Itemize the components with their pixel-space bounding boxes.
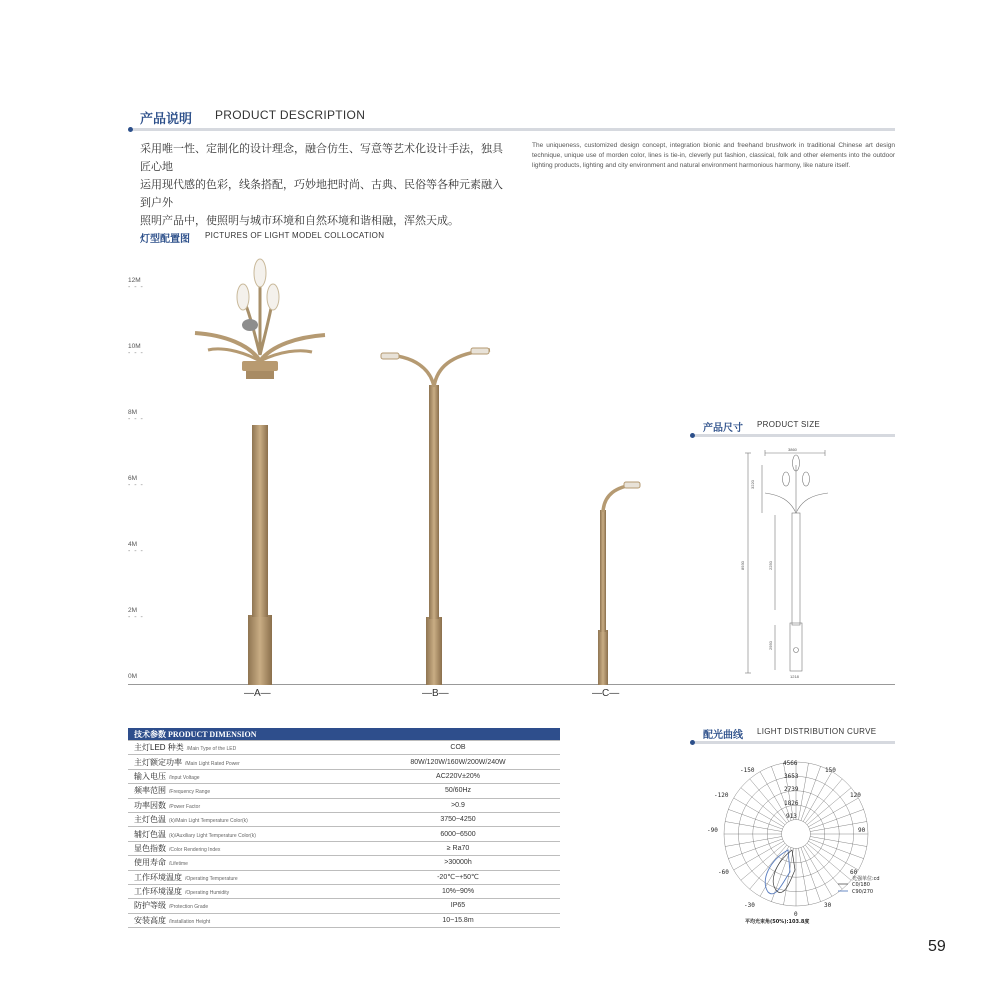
polar-spoke bbox=[803, 772, 832, 822]
polar-spoke bbox=[801, 766, 821, 820]
spec-value: 10%~90% bbox=[356, 884, 560, 898]
scale-dash: - - - bbox=[128, 614, 144, 621]
description-line-2: 运用现代感的色彩，线条搭配，巧妙地把时尚、古典、民俗等各种元素融入到户外 bbox=[140, 179, 503, 209]
spec-key-cn: 使用寿命 bbox=[134, 858, 166, 868]
spec-row bbox=[128, 870, 560, 884]
spec-key bbox=[128, 798, 356, 812]
scale-dash: - - - bbox=[128, 548, 144, 555]
spec-key-cn: 主灯色温 bbox=[134, 815, 166, 825]
spec-key-en: /Power Factor bbox=[169, 803, 201, 810]
polar-spoke bbox=[810, 839, 864, 859]
spec-row bbox=[128, 827, 560, 841]
spec-value: 6000~6500 bbox=[356, 827, 560, 841]
spec-key bbox=[128, 841, 356, 855]
spec-key bbox=[128, 899, 356, 913]
lamp-c-image bbox=[590, 480, 650, 685]
spec-value: COB bbox=[356, 741, 560, 755]
polar-spoke bbox=[799, 848, 809, 905]
polar-spoke bbox=[810, 809, 864, 829]
polar-spoke bbox=[741, 843, 785, 880]
model-label-a: —A— bbox=[244, 688, 271, 699]
spec-key-en: /Main Type of the LED bbox=[186, 746, 237, 753]
spec-key bbox=[128, 884, 356, 898]
description-line-1: 采用唯一性、定制化的设计理念，融合仿生、写意等艺术化设计手法，独具匠心地 bbox=[140, 143, 503, 173]
scale-label-10m: 10M bbox=[128, 343, 141, 350]
spec-key bbox=[128, 827, 356, 841]
spec-key bbox=[128, 870, 356, 884]
polar-spoke bbox=[808, 841, 858, 870]
description-title-en: PRODUCT DESCRIPTION bbox=[215, 108, 366, 122]
polar-spoke bbox=[728, 839, 782, 859]
polar-spoke bbox=[750, 779, 787, 823]
description-body-cn bbox=[140, 140, 510, 230]
size-title-en: PRODUCT SIZE bbox=[757, 420, 821, 429]
lamp-b-image bbox=[375, 345, 495, 685]
spec-key-cn: 主灯LED 种类 bbox=[134, 743, 184, 753]
spec-value: AC220V±20% bbox=[356, 769, 560, 783]
polar-spoke bbox=[805, 779, 842, 823]
radial-label-2739: 2739 bbox=[784, 786, 799, 793]
spec-table bbox=[128, 728, 560, 928]
radial-label-1826: 1826 bbox=[784, 800, 799, 807]
spec-value: >30000h bbox=[356, 856, 560, 870]
spec-key-en: /Installation Height bbox=[169, 918, 211, 925]
spec-key-en: /Lifetime bbox=[169, 861, 188, 868]
scale-label-4m: 4M bbox=[128, 541, 138, 548]
polar-spoke bbox=[801, 848, 821, 902]
polar-spoke bbox=[725, 821, 782, 831]
spec-key bbox=[128, 741, 356, 755]
scale-dash: - - - bbox=[128, 416, 144, 423]
distribution-rule bbox=[695, 741, 895, 744]
spec-key-en: /Frequency Range bbox=[169, 789, 211, 796]
spec-key-en: /Color Rendering Index bbox=[169, 846, 221, 853]
description-rule bbox=[133, 128, 895, 131]
description-title-cn: 产品说明 bbox=[140, 111, 193, 126]
scale-label-12m: 12M bbox=[128, 277, 141, 284]
radial-label-4566: 4566 bbox=[783, 760, 798, 767]
spec-row bbox=[128, 899, 560, 913]
spec-key bbox=[128, 769, 356, 783]
scale-label-0m: 0M bbox=[128, 673, 138, 680]
spec-key-cn: 功率因数 bbox=[134, 800, 166, 810]
spec-key-cn: 频率范围 bbox=[134, 786, 166, 796]
spec-row bbox=[128, 841, 560, 855]
spec-key bbox=[128, 812, 356, 826]
spec-key-en: /Main Light Rated Power bbox=[185, 760, 240, 767]
distribution-title-en: LIGHT DISTRIBUTION CURVE bbox=[757, 727, 877, 736]
spec-key-cn: 防护等级 bbox=[134, 901, 166, 911]
angle-label-120: 120 bbox=[850, 792, 861, 799]
intensity-unit: 光强单位:cd bbox=[852, 876, 880, 882]
polar-spoke bbox=[805, 845, 842, 889]
polar-spoke bbox=[807, 788, 851, 825]
spec-key-cn: 输入电压 bbox=[134, 771, 166, 781]
size-dim-head: 3220 bbox=[750, 480, 755, 489]
spec-key-cn: 主灯额定功率 bbox=[134, 757, 182, 767]
polar-ring bbox=[782, 820, 811, 849]
radial-label-913: 913 bbox=[786, 813, 797, 820]
spec-key-en: /Operating Temperature bbox=[185, 875, 238, 882]
lamp-a-image bbox=[180, 255, 340, 685]
page-number: 59 bbox=[928, 938, 946, 955]
angle-label-neg150: -150 bbox=[740, 767, 755, 774]
size-title-cn: 产品尺寸 bbox=[703, 423, 743, 434]
spec-row bbox=[128, 798, 560, 812]
polar-spoke bbox=[807, 843, 851, 880]
scale-dash: - - - bbox=[128, 482, 144, 489]
spec-key bbox=[128, 856, 356, 870]
spec-value: 3750~4250 bbox=[356, 812, 560, 826]
spec-value: 10~15.8m bbox=[356, 913, 560, 927]
angle-label-150: 150 bbox=[825, 767, 836, 774]
spec-value: -20℃~+50℃ bbox=[356, 870, 560, 884]
size-rule bbox=[695, 434, 895, 437]
angle-label-neg30: -30 bbox=[744, 902, 755, 909]
spec-key-cn: 安装高度 bbox=[134, 915, 166, 925]
spec-table-header: 技术参数 PRODUCT DIMENSION bbox=[128, 728, 560, 741]
spec-row bbox=[128, 884, 560, 898]
spec-row bbox=[128, 784, 560, 798]
size-dim-total: 8930 bbox=[740, 561, 745, 570]
size-dim-width: 3860 bbox=[788, 447, 797, 452]
legend-c90: C90/270 bbox=[852, 889, 874, 895]
scale-label-2m: 2M bbox=[128, 607, 138, 614]
angle-label-0: 0 bbox=[794, 911, 798, 918]
description-body-en: The uniqueness, customized design concept, integration bionic and freehand brushwork in traditional Chinese art design technique, unique use of morden color, lines is tie-in, cleverly put fashion, classical, folk and other elements into the outdoor lighting products, lighting and city environment and natural environment harmonious harmony, like nature itself. bbox=[532, 142, 895, 169]
spec-row bbox=[128, 755, 560, 769]
angle-label-neg120: -120 bbox=[714, 792, 729, 799]
scale-dash: - - - bbox=[128, 350, 144, 357]
spec-key-en: (k)/Main Light Temperature Color(k) bbox=[169, 818, 248, 825]
angle-label-60: 60 bbox=[850, 869, 858, 876]
collocation-title-cn: 灯型配置图 bbox=[140, 234, 190, 245]
spec-key-cn: 工作环境温度 bbox=[134, 872, 182, 882]
spec-value: >0.9 bbox=[356, 798, 560, 812]
scale-dash: - - - bbox=[128, 284, 144, 291]
polar-spoke bbox=[725, 837, 782, 847]
spec-key bbox=[128, 784, 356, 798]
spec-value: 50/60Hz bbox=[356, 784, 560, 798]
model-label-c: —C— bbox=[592, 688, 620, 699]
polar-spoke bbox=[741, 788, 785, 825]
spec-key bbox=[128, 755, 356, 769]
polar-spoke bbox=[808, 798, 858, 827]
polar-spoke bbox=[760, 846, 789, 896]
description-line-3: 照明产品中，使照明与城市环境和自然环境和谐相融，浑然天成。 bbox=[140, 215, 459, 227]
polar-spoke bbox=[810, 837, 867, 847]
polar-spoke bbox=[803, 846, 832, 896]
spec-row bbox=[128, 913, 560, 927]
polar-spoke bbox=[728, 809, 782, 829]
curve-c0 bbox=[773, 850, 795, 893]
angle-label-neg60: -60 bbox=[718, 869, 729, 876]
polar-spoke bbox=[734, 798, 784, 827]
spec-row bbox=[128, 769, 560, 783]
angle-label-neg90: -90 bbox=[707, 827, 718, 834]
spec-key-en: /Operating Humidity bbox=[185, 890, 230, 897]
scale-label-8m: 8M bbox=[128, 409, 138, 416]
size-dim-base: 2950 bbox=[768, 641, 773, 650]
spec-value: ≥ Ra70 bbox=[356, 841, 560, 855]
legend-c0: C0/180 bbox=[852, 882, 870, 888]
polar-spoke bbox=[750, 845, 787, 889]
collocation-title-en: PICTURES OF LIGHT MODEL COLLOCATION bbox=[205, 231, 385, 240]
size-dim-foot: 1218 bbox=[790, 674, 799, 679]
angle-label-90: 90 bbox=[858, 827, 866, 834]
spec-key-cn: 显色指数 bbox=[134, 843, 166, 853]
spec-value: IP65 bbox=[356, 899, 560, 913]
size-dim-mid: 2250 bbox=[768, 561, 773, 570]
spec-key-cn: 辅灯色温 bbox=[134, 829, 166, 839]
spec-table-header-row bbox=[128, 728, 560, 741]
beam-angle-note: 平均光束角(50%):103.8度 bbox=[745, 919, 810, 924]
radial-label-3653: 3653 bbox=[784, 773, 799, 780]
polar-spoke bbox=[799, 763, 809, 820]
spec-row bbox=[128, 741, 560, 755]
size-drawing bbox=[740, 445, 860, 680]
distribution-title-cn: 配光曲线 bbox=[703, 730, 743, 741]
spec-key bbox=[128, 913, 356, 927]
model-label-b: —B— bbox=[422, 688, 449, 699]
spec-key-cn: 工作环境湿度 bbox=[134, 887, 182, 897]
polar-chart bbox=[700, 752, 900, 924]
spec-key-en: /Input Voltage bbox=[169, 774, 200, 781]
scale-label-6m: 6M bbox=[128, 475, 138, 482]
spec-key-en: (k)/Auxiliary Light Temperature Color(k) bbox=[169, 832, 256, 839]
angle-label-30: 30 bbox=[824, 902, 832, 909]
spec-key-en: /Protection Grade bbox=[169, 904, 209, 911]
polar-spoke bbox=[734, 841, 784, 870]
spec-value: 80W/120W/160W/200W/240W bbox=[356, 755, 560, 769]
spec-row bbox=[128, 812, 560, 826]
spec-row bbox=[128, 856, 560, 870]
